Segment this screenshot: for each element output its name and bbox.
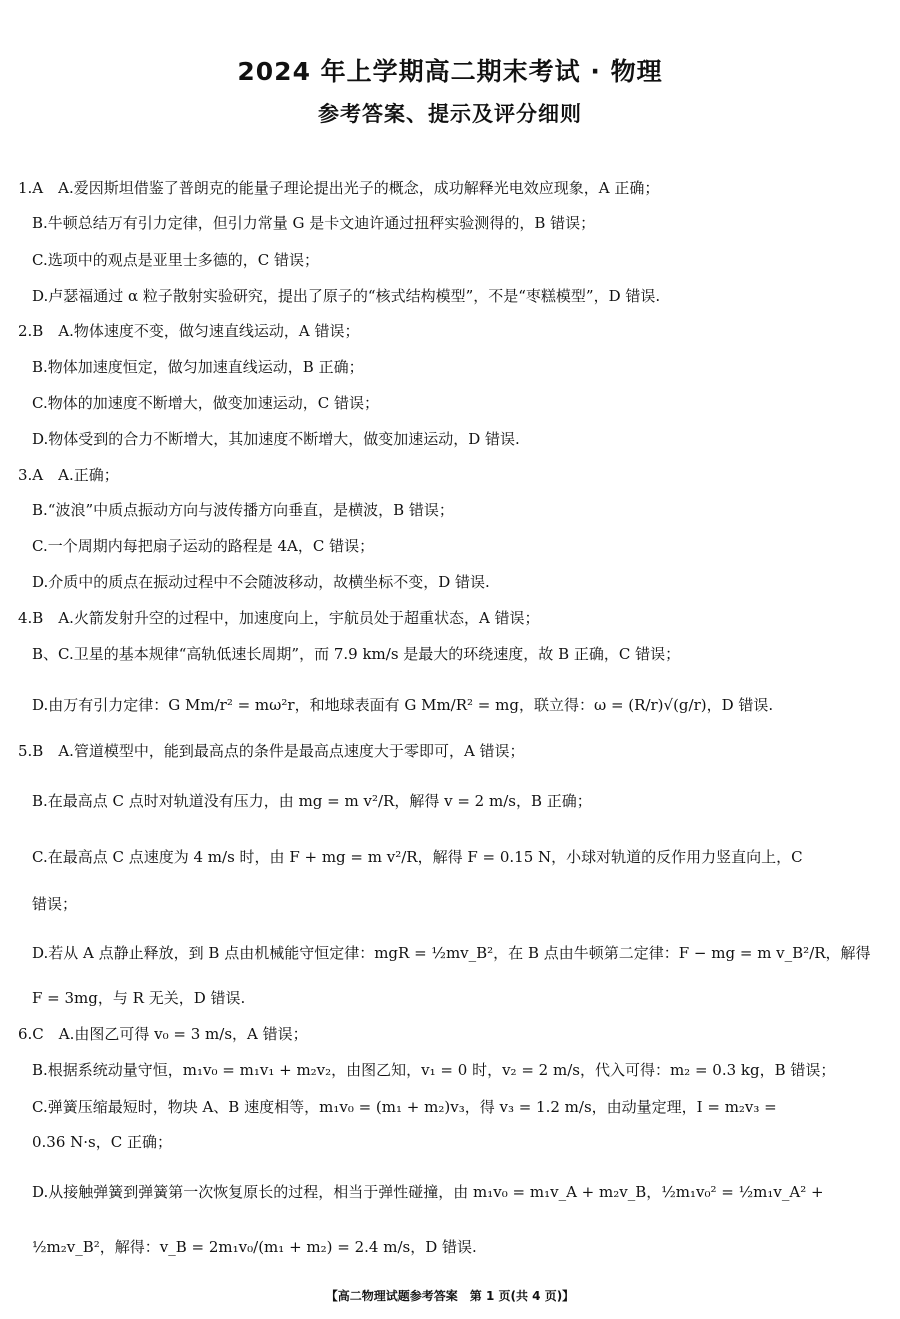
answer-line: F = 3mg，与 R 无关，D 错误. bbox=[32, 989, 246, 1007]
answer-line: C.选项中的观点是亚里士多德的，C 错误； bbox=[32, 251, 319, 269]
page-subtitle: 参考答案、提示及评分细则 bbox=[318, 102, 582, 126]
answer-line: 2.B A.物体速度不变，做匀速直线运动，A 错误； bbox=[18, 322, 360, 340]
answer-line: C.弹簧压缩最短时，物块 A、B 速度相等，m₁v₀ = (m₁ + m₂)v₃，得 v₃ = 1.2 m/s，由动量定理，I = m₂v₃ = bbox=[32, 1098, 777, 1116]
answer-line: B.“波浪”中质点振动方向与波传播方向垂直，是横波，B 错误； bbox=[32, 501, 454, 519]
answer-line: C.一个周期内每把扇子运动的路程是 4A，C 错误； bbox=[32, 537, 375, 555]
answer-line: B.根据系统动量守恒，m₁v₀ = m₁v₁ + m₂v₂，由图乙知，v₁ = 0 时，v₂ = 2 m/s，代入可得：m₂ = 0.3 kg，B 错误； bbox=[32, 1061, 836, 1079]
answer-line: 6.C A.由图乙可得 v₀ = 3 m/s，A 错误； bbox=[18, 1025, 308, 1043]
answer-line: B.在最高点 C 点时对轨道没有压力，由 mg = m v²/R，解得 v = 2 m/s，B 正确； bbox=[32, 792, 592, 810]
answer-line: 1.A A.爱因斯坦借鉴了普朗克的能量子理论提出光子的概念，成功解释光电效应现象，A 正确； bbox=[18, 179, 660, 197]
answer-line: 错误； bbox=[32, 895, 78, 913]
answer-line: C.在最高点 C 点速度为 4 m/s 时，由 F + mg = m v²/R，解得 F = 0.15 N，小球对轨道的反作用力竖直向上，C bbox=[32, 848, 803, 866]
answer-line: D.卢瑟福通过 α 粒子散射实验研究，提出了原子的“核式结构模型”，不是“枣糕模型”，D 错误. bbox=[32, 287, 661, 305]
answer-line: B、C.卫星的基本规律“高轨低速长周期”，而 7.9 km/s 是最大的环绕速度，故 B 正确，C 错误； bbox=[32, 645, 681, 663]
page-title: 2024 年上学期高二期末考试 · 物理 bbox=[237, 57, 663, 86]
answer-line: D.物体受到的合力不断增大，其加速度不断增大，做变加速运动，D 错误. bbox=[32, 430, 520, 448]
answer-line: D.由万有引力定律：G Mm/r² = mω²r，和地球表面有 G Mm/R² = mg，联立得：ω = (R/r)√(g/r)，D 错误. bbox=[32, 696, 774, 714]
answer-line: C.物体的加速度不断增大，做变加速运动，C 错误； bbox=[32, 394, 379, 412]
answer-line: D.从接触弹簧到弹簧第一次恢复原长的过程，相当于弹性碰撞，由 m₁v₀ = m₁v_A + m₂v_B，½m₁v₀² = ½m₁v_A² + bbox=[32, 1183, 824, 1201]
answer-line: B.牛顿总结万有引力定律，但引力常量 G 是卡文迪许通过扭秤实验测得的，B 错误； bbox=[32, 214, 596, 232]
answer-line: 5.B A.管道模型中，能到最高点的条件是最高点速度大于零即可，A 错误； bbox=[18, 742, 525, 760]
answer-line: 0.36 N·s，C 正确； bbox=[32, 1133, 173, 1151]
answer-line: B.物体加速度恒定，做匀加速直线运动，B 正确； bbox=[32, 358, 364, 376]
answer-line: D.介质中的质点在振动过程中不会随波移动，故横坐标不变，D 错误. bbox=[32, 573, 490, 591]
answer-line: 4.B A.火箭发射升空的过程中，加速度向上，宇航员处于超重状态，A 错误； bbox=[18, 609, 540, 627]
answer-line: 3.A A.正确； bbox=[18, 466, 119, 484]
page-footer: 【高二物理试题参考答案 第 1 页(共 4 页)】 bbox=[325, 1289, 575, 1303]
answer-line: ½m₂v_B²，解得：v_B = 2m₁v₀/(m₁ + m₂) = 2.4 m/s，D 错误. bbox=[32, 1238, 477, 1256]
answer-line: D.若从 A 点静止释放，到 B 点由机械能守恒定律：mgR = ½mv_B²，在 B 点由牛顿第二定律：F − mg = m v_B²/R，解得 bbox=[32, 944, 871, 962]
